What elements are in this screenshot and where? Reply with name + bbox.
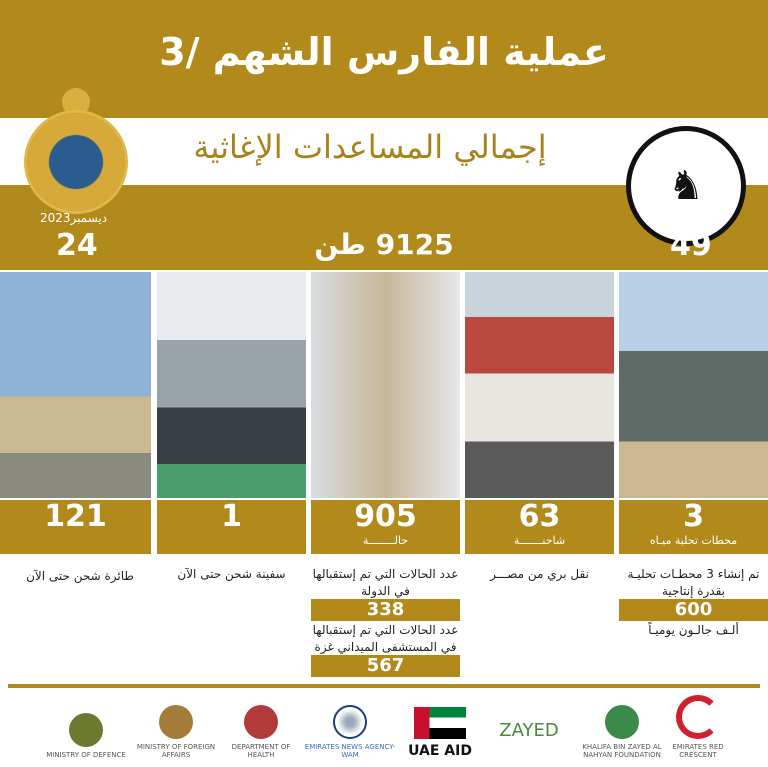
logo-red-crescent: [668, 693, 728, 759]
trucks-desc: نقل بري من مصـــر: [490, 567, 589, 581]
stat-desalination: [619, 500, 768, 554]
stat-unit: شاحنـــــــة: [513, 534, 566, 547]
logo-text: UAE AID: [408, 743, 472, 759]
wam-globe-icon: [333, 705, 367, 739]
cases-gaza-desc: عدد الحالات التي تم إستقبالها في المستشفى الميداني غزة: [312, 623, 459, 654]
logo-uae-aid: [408, 693, 472, 759]
logo-text: MINISTRY OF DEFENCE: [46, 751, 126, 759]
stat-unit: محطات تحلية ميـاه: [649, 534, 738, 547]
total-tonnage: 9125 طن: [314, 228, 454, 261]
day-value: 49: [670, 228, 712, 263]
stat-value: 121: [44, 499, 107, 534]
page-title: عملية الفارس الشهم /3: [159, 30, 609, 74]
foundation-emblem-icon: [605, 705, 639, 739]
stat-trucks: [465, 500, 614, 554]
stat-ships: [157, 500, 306, 554]
cases-gaza-value: 567: [311, 655, 460, 677]
desalination-capacity-unit: ألـف جالـون يوميـاً: [648, 623, 739, 637]
logo-text: KHALIFA BIN ZAYED AL NAHYAN FOUNDATION: [582, 743, 662, 759]
desalination-capacity: 600: [619, 599, 768, 621]
logo-zayed: [484, 693, 574, 759]
horse-rider-icon: ♞: [668, 163, 704, 209]
stat-cases: [311, 500, 460, 554]
date-value: 24: [56, 228, 98, 263]
red-crescent-icon: [676, 695, 720, 739]
desalination-station-photo: [619, 272, 768, 498]
logo-text: MINISTRY OF FOREIGN AFFAIRS: [136, 743, 216, 759]
cases-uae-value: 338: [311, 599, 460, 621]
logo-text: DEPARTMENT OF HEALTH: [231, 743, 291, 759]
uae-flag-icon: [414, 707, 466, 739]
logo-department-of-health: [226, 693, 296, 759]
stat-planes: [0, 500, 151, 554]
planes-desc: طائرة شحن حتى الآن: [26, 569, 134, 583]
stat-unit: حالــــــــة: [362, 534, 409, 547]
cargo-ship-photo: [157, 272, 306, 498]
cargo-plane-photo: [0, 272, 151, 498]
truck-photo: [465, 272, 614, 498]
stat-value: 905: [354, 499, 417, 534]
stat-value: 63: [518, 499, 561, 534]
logo-wam: [300, 693, 400, 759]
cases-uae-desc: عدد الحالات التي تم إستقبالها في الدولة: [312, 567, 459, 598]
stat-value: 3: [683, 499, 704, 534]
date-label: ديسمبر2023: [40, 211, 108, 225]
stat-value: 1: [221, 499, 242, 534]
desalination-desc: تم إنشاء 3 محطـات تحليـة بقدرة إنتاجية: [627, 567, 760, 598]
logo-ministry-of-foreign-affairs: [126, 693, 226, 759]
logo-khalifa-foundation: [582, 693, 662, 759]
armed-forces-emblem: [24, 110, 128, 214]
logo-ministry-of-defence: [46, 693, 126, 759]
ships-desc: سفينة شحن حتى الآن: [177, 567, 286, 581]
falcon-emblem-icon: [159, 705, 193, 739]
defence-emblem-icon: [69, 713, 103, 747]
page-subtitle: إجمالي المساعدات الإغاثية: [193, 128, 547, 166]
health-emblem-icon: [244, 705, 278, 739]
logo-text: EMIRATES NEWS AGENCY-WAM: [304, 743, 396, 759]
logo-text: ZAYED: [499, 720, 559, 741]
day-label: اليوم: [664, 211, 689, 225]
logo-text: EMIRATES RED CRESCENT: [672, 743, 724, 759]
medical-scan-photo: [311, 272, 460, 498]
divider: [8, 684, 760, 688]
